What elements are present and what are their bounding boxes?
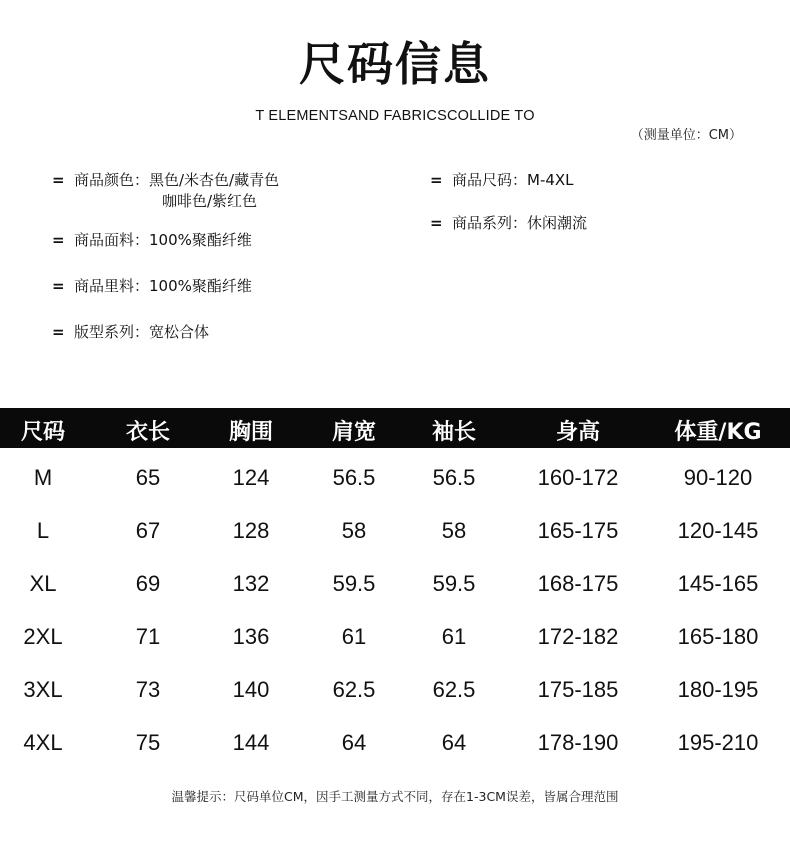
table-cell: 59.5 — [332, 571, 376, 596]
attribute-series-text: 商品系列：休闲潮流 — [452, 214, 588, 232]
table-cell: 180-195 — [677, 677, 759, 702]
size-table-header — [0, 408, 790, 448]
attribute-fabric — [52, 230, 252, 251]
bullet-mark: = — [52, 277, 65, 295]
table-cell: 56.5 — [332, 465, 376, 490]
attribute-fit-text: 版型系列：宽松合体 — [74, 323, 210, 341]
table-cell: 58 — [441, 518, 467, 543]
table-cell: 58 — [341, 518, 367, 543]
table-cell: 69 — [135, 571, 161, 596]
bullet-mark: = — [52, 323, 65, 341]
header-height: 身高 — [555, 420, 601, 445]
table-cell: 65 — [135, 465, 161, 490]
page-subtitle: T ELEMENTSAND FABRICSCOLLIDE TO — [255, 108, 535, 124]
table-cell: 61 — [441, 624, 467, 649]
header-length: 衣长 — [125, 420, 171, 445]
table-cell: 145-165 — [677, 571, 759, 596]
table-cell: 61 — [341, 624, 367, 649]
header-sleeve: 袖长 — [431, 420, 477, 445]
table-cell: 75 — [135, 730, 161, 755]
header-shoulder: 肩宽 — [331, 420, 377, 445]
attribute-lining — [52, 276, 252, 297]
table-cell: 165-175 — [537, 518, 619, 543]
table-cell: 59.5 — [432, 571, 476, 596]
attribute-size-text: 商品尺码：M-4XL — [452, 171, 574, 189]
page-title: 尺码信息 — [299, 37, 491, 91]
table-cell: 172-182 — [537, 624, 619, 649]
table-cell: 175-185 — [537, 677, 619, 702]
table-cell: 144 — [232, 730, 270, 755]
table-cell: 128 — [232, 518, 270, 543]
table-cell: 165-180 — [677, 624, 759, 649]
table-cell: 71 — [135, 624, 161, 649]
table-cell: 132 — [232, 571, 270, 596]
table-cell: 90-120 — [683, 465, 753, 490]
table-cell: 62.5 — [332, 677, 376, 702]
bullet-mark: = — [430, 171, 443, 189]
table-cell: 73 — [135, 677, 161, 702]
table-cell: 140 — [232, 677, 270, 702]
table-cell: 2XL — [23, 624, 63, 649]
table-cell: M — [33, 465, 53, 490]
attribute-lining-text: 商品里料：100%聚酯纤维 — [74, 277, 252, 295]
table-cell: 168-175 — [537, 571, 619, 596]
table-cell: L — [36, 518, 50, 543]
header-size: 尺码 — [20, 420, 66, 445]
bullet-mark: = — [52, 231, 65, 249]
footer-tip: 温馨提示：尺码单位CM，因手工测量方式不同，存在1-3CM误差，皆属合理范围 — [171, 789, 619, 804]
measurement-unit: （测量单位：CM） — [630, 128, 742, 143]
table-cell: 67 — [135, 518, 161, 543]
attribute-fabric-text: 商品面料：100%聚酯纤维 — [74, 231, 252, 249]
table-cell: 136 — [232, 624, 270, 649]
header-chest: 胸围 — [228, 420, 274, 445]
attribute-colors — [52, 170, 279, 212]
attribute-colors-line1: 商品颜色：黑色/米杏色/藏青色 — [74, 171, 280, 189]
attribute-colors-line2: 咖啡色/紫红色 — [162, 192, 258, 210]
table-cell: 64 — [441, 730, 467, 755]
table-cell: 120-145 — [677, 518, 759, 543]
table-cell: 62.5 — [432, 677, 476, 702]
table-cell: 160-172 — [537, 465, 619, 490]
table-cell: 195-210 — [677, 730, 759, 755]
table-cell: 64 — [341, 730, 367, 755]
attribute-fit — [52, 322, 209, 343]
header-weight: 体重/KG — [674, 420, 762, 445]
attribute-series — [430, 213, 587, 234]
table-cell: 56.5 — [432, 465, 476, 490]
table-cell: 3XL — [23, 677, 63, 702]
table-cell: 4XL — [23, 730, 63, 755]
table-cell: 178-190 — [537, 730, 619, 755]
table-cell: XL — [29, 571, 57, 596]
table-cell: 124 — [232, 465, 270, 490]
attribute-size — [430, 170, 574, 191]
bullet-mark: = — [52, 171, 65, 189]
bullet-mark: = — [430, 214, 443, 232]
